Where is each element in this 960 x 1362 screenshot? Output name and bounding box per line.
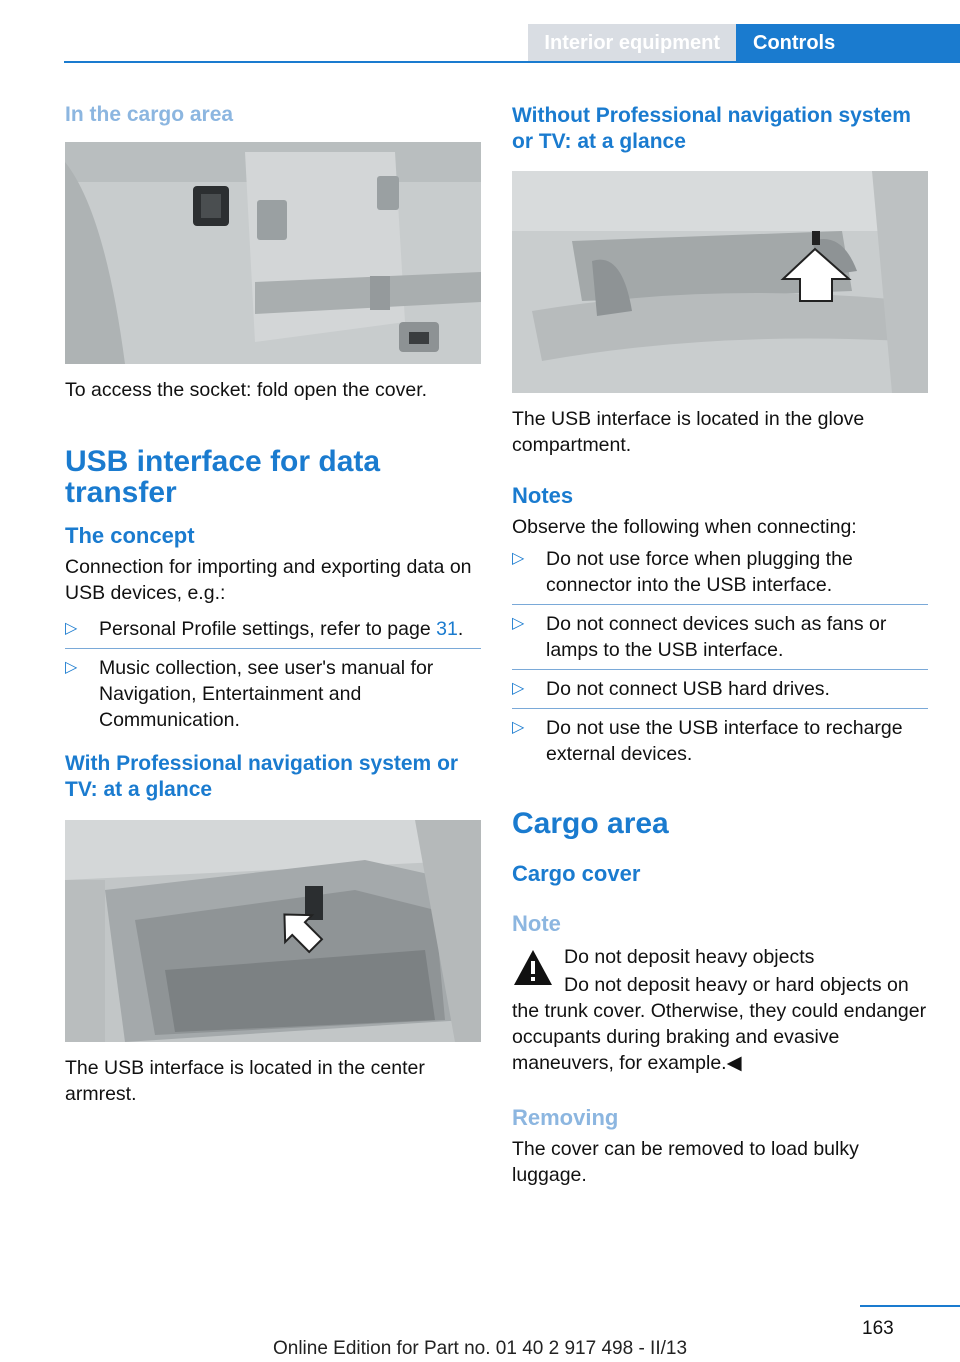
edition-footer: Online Edition for Part no. 01 40 2 917 498 - II/13 <box>272 1338 688 1359</box>
notes-list <box>512 546 928 773</box>
header-tab-section[interactable] <box>528 24 736 62</box>
triangle-right-icon: ▷ <box>65 659 78 676</box>
list-item <box>65 616 481 649</box>
list-item <box>512 715 928 773</box>
cargo-cover-heading: Cargo cover <box>512 861 641 886</box>
right-column <box>512 98 928 1188</box>
note-heading: Note <box>512 911 561 936</box>
triangle-right-icon: ▷ <box>512 615 525 632</box>
concept-heading: The concept <box>65 523 195 548</box>
note-text: Do not connect devices such as fans or lamps to the USB interface. <box>546 613 887 661</box>
glove-compartment-image <box>512 171 928 393</box>
page-link[interactable]: 31 <box>436 618 458 640</box>
notes-heading: Notes <box>512 483 574 508</box>
center-armrest-image <box>65 820 481 1042</box>
removing-heading: Removing <box>512 1105 619 1130</box>
header-tab-chapter[interactable] <box>736 24 960 62</box>
list-item <box>65 655 481 739</box>
bullet-text: Music collection, see user's manual for Navigation, Entertainment and Communication. <box>99 657 434 731</box>
center-armrest-caption: The USB interface is located in the center armrest. <box>65 1057 425 1105</box>
note-text: Do not use force when plugging the connector into the USB interface. <box>546 548 853 596</box>
removing-text: The cover can be removed to load bulky luggage. <box>512 1138 859 1186</box>
page-number: 163 <box>862 1318 894 1339</box>
no-professional-nav-heading: Without Professional navigation system or TV: at a glance <box>512 104 911 153</box>
professional-nav-heading: With Professional navigation system or TV: at a glance <box>65 752 459 801</box>
warning-triangle-icon <box>512 948 554 988</box>
triangle-right-icon: ▷ <box>512 550 525 567</box>
cargo-area-heading: In the cargo area <box>65 103 234 126</box>
note-text: Do not connect USB hard drives. <box>546 678 830 700</box>
header-tab-section-label: Interior equipment <box>544 32 720 54</box>
header-tab-chapter-label: Controls <box>753 32 836 54</box>
note-text: Do not use the USB interface to recharge external devices. <box>546 717 903 765</box>
triangle-right-icon: ▷ <box>512 719 525 736</box>
triangle-right-icon: ▷ <box>512 680 525 697</box>
cargo-caption: To access the socket: fold open the cover. <box>65 379 428 401</box>
bullet-text: Personal Profile settings, refer to page <box>99 618 437 640</box>
footer-rule <box>860 1305 960 1307</box>
list-item <box>512 676 928 709</box>
warning-block <box>512 944 928 1076</box>
usb-interface-heading: USB interface for data transfer <box>65 445 381 509</box>
concept-text: Connection for importing and exporting data on USB devices, e.g.: <box>65 556 472 604</box>
cargo-socket-image <box>65 142 481 364</box>
warning-text: Do not deposit heavy or hard objects on the trunk cover. Otherwise, they could endanger occupants during braking and evasive maneuvers, for example.◀ <box>512 974 927 1074</box>
bullet-tail: . <box>457 618 464 640</box>
notes-intro: Observe the following when connecting: <box>512 516 857 538</box>
triangle-right-icon: ▷ <box>65 620 78 637</box>
cargo-area-section-heading: Cargo area <box>512 807 669 840</box>
concept-bullet-list <box>65 616 481 739</box>
left-column <box>65 98 481 1107</box>
warning-title: Do not deposit heavy objects <box>564 946 815 968</box>
header-rule <box>64 61 960 63</box>
glove-compartment-caption: The USB interface is located in the glove compartment. <box>512 408 865 456</box>
list-item <box>512 611 928 670</box>
list-item <box>512 546 928 605</box>
